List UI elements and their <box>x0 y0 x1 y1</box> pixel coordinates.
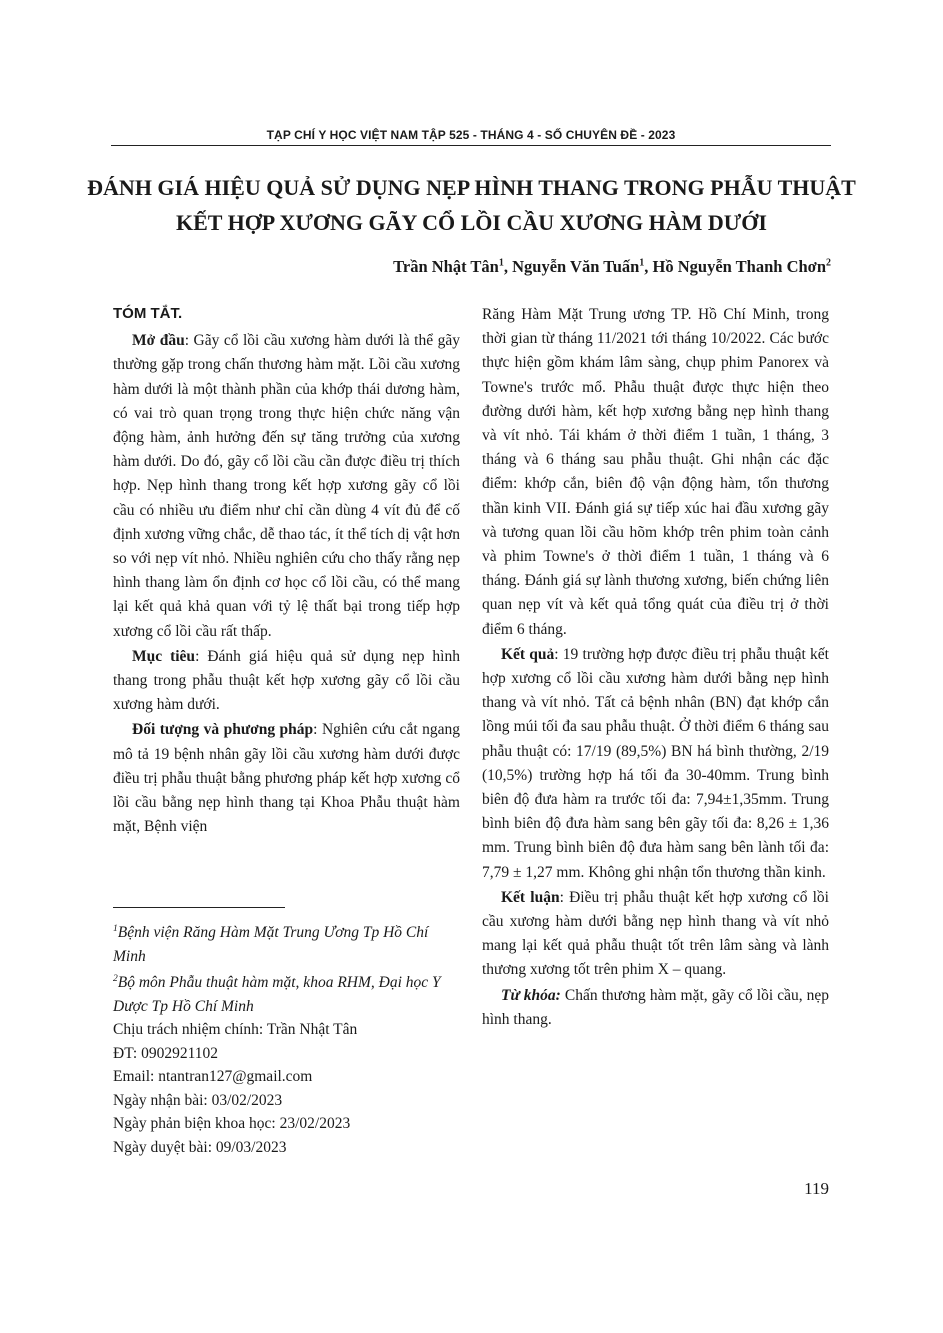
intro-text: : Gãy cổ lồi cầu xương hàm dưới là thể gãy thường gặp trong chấn thương hàm mặt. Lồi cầu xương hàm dưới là một thành phần của khớp thái dương hàm, có vai trò quan trọng trong thực hiện chức năng vận động hàm, ảnh hưởng đến sự tăng trưởng của xương hàm dưới. Do đó, gãy cổ lồi cầu cần được điều trị thích hợp. Nẹp hình thang trong kết hợp xương gãy cổ lồi cầu có nhiều ưu điểm như chỉ cần dùng 4 vít đủ để cố định xương vững chắc, dễ thao tác, ít thể tích dị vật hơn so với nẹp vít nhỏ. Nhiều nghiên cứu cho thấy rằng nẹp hình thang làm ổn định cơ học cổ lồi cầu, có thể mang lại kết quả khả quan với tỷ lệ thất bại trong tiếp hợp xương cổ lồi cầu rất thấp. <box>113 332 460 640</box>
methods-label: Đối tượng và phương pháp <box>132 721 314 739</box>
results-label: Kết quả <box>501 645 555 663</box>
keywords-label: Từ khóa: <box>501 986 561 1004</box>
email: Email: ntantran127@gmail.com <box>113 1068 313 1086</box>
author-2: Nguyễn Văn Tuấn <box>512 257 640 276</box>
responsible-author: Chịu trách nhiệm chính: Trần Nhật Tân <box>113 1021 358 1039</box>
objective-text: : Đánh giá hiệu quả sử dụng nẹp hình thang trong phẫu thuật kết hợp xương gãy cổ lồi cầu xương hàm dưới. <box>113 647 460 714</box>
date-received: Ngày nhận bài: 03/02/2023 <box>113 1091 283 1109</box>
author-separator: , <box>644 257 653 276</box>
author-2-affiliation: 1 <box>639 257 645 269</box>
author-separator: , <box>503 257 513 276</box>
date-reviewed: Ngày phản biện khoa học: 23/02/2023 <box>113 1115 351 1133</box>
results-text: : 19 trường hợp được điều trị phẫu thuật kết hợp xương cổ lồi cầu xương hàm dưới bằng nẹp hình thang và vít nhỏ. Tất cả bệnh nhân (BN) đạt khớp cắn lồng múi tối đa sau phẫu thuật. Ở thời điểm 6 tháng sau phẫu thuật có: 17/19 (89,5%) BN há bình thường, 2/19 (10,5%) trường hợp há tối đa 30-40mm. Trung bình biên độ đưa hàm ra trước tối đa: 7,94±1,35mm. Trung bình biên độ đưa hàm sang bên gãy tối đa: 8,26 ± 1,36 mm. Trung bình biên độ đưa hàm sang bên lành tối đa: 7,79 ± 1,27 mm. Không ghi nhận tổn thương thần kinh. <box>482 645 829 881</box>
affiliation-2: $^2$Bộ môn Phẫu thuật hàm mặt, khoa RHM, Đại học Y Dược Tp Hồ Chí Minh <box>113 974 441 1015</box>
author-1-affiliation: 1 <box>498 257 504 269</box>
affiliation-2-mark: 2 <box>113 974 118 985</box>
abstract-left-column <box>113 302 460 840</box>
article-title <box>60 170 883 240</box>
footnotes <box>113 918 460 1159</box>
abstract-keywords <box>482 984 829 1032</box>
title-line-1: ĐÁNH GIÁ HIỆU QUẢ SỬ DỤNG NẸP HÌNH THANG TRONG PHẪU THUẬT <box>87 175 856 200</box>
header-rule <box>111 145 831 146</box>
keywords-text: Chấn thương hàm mặt, gãy cổ lồi cầu, nẹp hình thang. <box>482 986 829 1028</box>
affiliation-1-mark: 1 <box>113 924 118 934</box>
conclusion-label: Kết luận <box>501 888 560 906</box>
phone: ĐT: 0902921102 <box>113 1044 218 1062</box>
author-1: Trần Nhật Tân <box>393 257 499 276</box>
intro-label: Mở đầu <box>132 332 185 350</box>
abstract-intro <box>113 329 460 644</box>
methods-text: : Nghiên cứu cắt ngang mô tả 19 bệnh nhân gãy lồi cầu xương hàm dưới được điều trị phẫu thuật bằng phương pháp kết hợp xương cổ lồi cầu bằng nẹp hình thang tại Khoa Phẫu thuật hàm mặt, Bệnh viện <box>113 721 460 836</box>
affiliation-1: $^1$Bệnh viện Răng Hàm Mặt Trung Ương Tp Hồ Chí Minh <box>113 924 429 965</box>
journal-header: TẠP CHÍ Y HỌC VIỆT NAM TẬP 525 - THÁNG 4 - SỐ CHUYÊN ĐỀ - 2023 <box>266 128 676 142</box>
title-line-2: KẾT HỢP XƯƠNG GÃY CỔ LỒI CẦU XƯƠNG HÀM DƯỚI <box>176 210 767 235</box>
author-3: Hồ Nguyễn Thanh Chơn <box>652 257 826 276</box>
abstract-methods <box>113 718 460 839</box>
abstract-objective <box>113 645 460 718</box>
author-3-affiliation: 2 <box>826 257 831 269</box>
abstract-right-column <box>482 303 829 1033</box>
footnote-rule <box>113 907 285 908</box>
authors <box>393 257 831 277</box>
objective-label: Mục tiêu <box>132 647 196 665</box>
abstract-results <box>482 643 829 885</box>
abstract-conclusion <box>482 886 829 983</box>
abstract-methods-continued: Răng Hàm Mặt Trung ương TP. Hồ Chí Minh, trong thời gian từ tháng 11/2021 tới tháng 10/2022. Các bước thực hiện gồm khám lâm sàng, chụp phim Panorex và Towne's trước mổ. Phẫu thuật được thực hiện theo đường dưới hàm, kết hợp xương bằng nẹp hình thang và vít nhỏ. Tái khám ở thời điểm 1 tuần, 1 tháng, 3 tháng và 6 tháng sau phẫu thuật. Ghi nhận các đặc điểm: khớp cắn, biên độ vận động hàm, tổn thương thần kinh VII. Đánh giá sự tiếp xúc hai đầu xương gãy và tương quan lồi cầu hõm khớp trên phim toàn cảnh và phim Towne's ở thời điểm 1 tuần, 1 tháng và 6 tháng. Đánh giá sự lành thương xương, biến chứng liên quan nẹp vít và kết quả tổng quát của điều trị ở thời điểm 6 tháng. <box>482 306 829 638</box>
conclusion-text: : Điều trị phẫu thuật kết hợp xương cổ lồi cầu xương hàm dưới bằng nẹp hình thang và vít nhỏ mang lại kết quả phẫu thuật tốt trên lâm sàng và lành thương xương tốt trên phim X – quang. <box>482 888 829 979</box>
date-approved: Ngày duyệt bài: 09/03/2023 <box>113 1138 287 1156</box>
abstract-heading: TÓM TẮT. <box>113 305 183 322</box>
page-number: 119 <box>804 1179 829 1198</box>
